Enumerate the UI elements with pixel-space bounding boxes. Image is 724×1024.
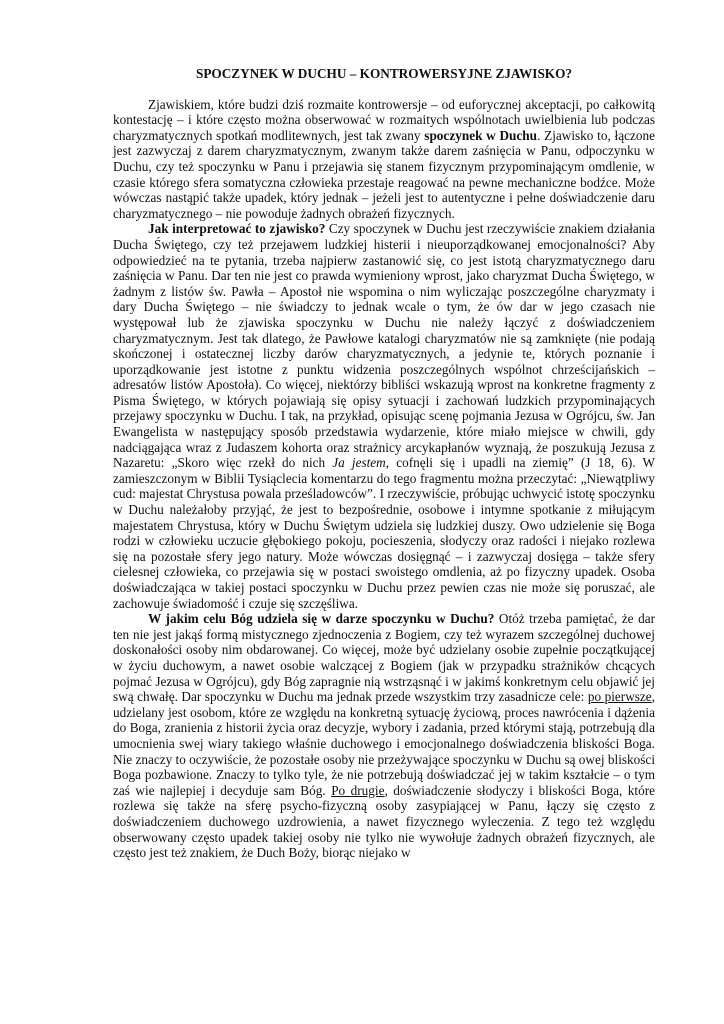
underlined-point: po pierwsze: [587, 689, 652, 705]
text-run: Czy spoczynek w Duchu jest rzeczywiście znakiem działania Ducha Świętego, czy też przejawem ludzkiej histerii i nieuporządkowanej emocjonalności? Aby odpowiedzieć na te pytania, trzeba najpierw zastanowić się, co jest istotą charyzmatycznego daru zaśnięcia w Panu. Dar ten nie jest co prawda wymieniony wprost, jako charyzmat Ducha Świętego, w żadnym z listów św. Pawła – Apostoł nie wspomina o nim wyliczając poszczególne charyzmaty i dary Ducha Świętego – nie świadczy to jednak wcale o tym, że ów dar w jego czasach nie występował lub że zjawiska spoczynku w Duchu nie należy łączyć z doświadczeniem charyzmatycznym. Jest tak dlatego, że Pawłowe katalogi charyzmatów nie są zamknięte (nie podają skończonej i ostatecznej liczby darów charyzmatycznych, a jedynie te, których poznanie i uporządkowanie jest istotne z punktu widzenia poszczególnych wspólnot chrześcijańskich – adresatów listów Apostoła). Co więcej, niektórzy bibliści wskazują wprost na konkretne fragmenty z Pisma Świętego, w których pojawiają się opisy sytuacji i zachowań ludzkich przypominających przejawy spoczynku w Duchu. I tak, na przykład, opisując scenę pojmania Jezusa w Ogrójcu, św. Jan Ewangelista w następujący sposób przedstawia wydarzenie, które miało miejsce w chwili, gdy nadciągająca wraz z Judaszem kohorta oraz strażnicy arcykapłanów wyznają, że poszukują Jezusa z Nazaretu: „Skoro więc rzekł do nich: [113, 221, 655, 471]
document-title: SPOCZYNEK W DUCHU – KONTROWERSYJNE ZJAWISKO?: [195, 66, 573, 81]
paragraph-interpretation: [113, 221, 655, 611]
section-lead-heading: Jak interpretować to zjawisko?: [148, 221, 326, 237]
italic-quote: Ja jestem: [332, 455, 386, 471]
text-run: . Zjawisko to, łączone jest zazwyczaj z darem charyzmatycznym, zwanym także darem zaśnięcia w Panu, odpoczynku w Duchu, czy też spoczynku w Panu i przejawia się stanem fizycznym przypominającym omdlenie, w czasie którego sfera somatyczna człowieka przestaje reagować na pewne mechaniczne bodźce. Może wówczas nastąpić także upadek, który jednak – jeżeli jest to autentyczne i pełne doświadczenie daru charyzmatycznego – nie powoduje żadnych obrażeń fizycznych.: [113, 127, 655, 221]
text-run: , udzielany jest osobom, które ze względu na konkretną sytuację życiową, proces nawrócenia i dążenia do Boga, zranienia z historii życia oraz decyzje, wybory i zadania, przed którymi stają, potrzebują dla umocnienia swej wiary takiego właśnie duchowego i emocjonalnego doświadczenia bliskości Boga. Nie znaczy to oczywiście, że pozostałe osoby nie przeżywające spoczynku w Duchu są owej bliskości Boga pozbawione. Znaczy to tylko tyle, że nie potrzebują doświadczać jej w takim kształcie – o tym zaś wie najlepiej i decyduje sam Bóg.: [113, 689, 655, 798]
underlined-point: Po drugie: [331, 782, 385, 798]
section-lead-heading: W jakim celu Bóg udziela się w darze spoczynku w Duchu?: [148, 611, 495, 627]
text-run: , cofnęli się i upadli na ziemię” (J 18, 6). W zamieszczonym w Biblii Tysiąclecia komentarzu do tego fragmentu można przeczytać: „Niewątpliwy cud: majestat Chrystusa powala prześladowców”. I rzeczywiście, próbując uchwycić istotę spoczynku w Duchu należałoby przyjąć, że jest to bezpośrednie, osobowe i intymne spotkanie z miłującym majestatem Chrystusa, który w Duchu Świętym udziela się ludzkiej duszy. Owo udzielenie się Boga rodzi w człowieku uczucie głębokiego pokoju, pocieszenia, słodyczy oraz radości i niejako rozlewa się na pozostałe sfery jego natury. Może wówczas dosięgnąć – i zazwyczaj dosięga – także sfery cielesnej człowieka, co przejawia się w postaci swoistego omdlenia, aż po fizyczny upadek. Osoba doświadczająca w takiej postaci spoczynku w Duchu przez pewien czas nie może się poruszać, ale zachowuje świadomość i czuje się szczęśliwa.: [113, 455, 655, 611]
text-run: Zjawiskiem, które budzi dziś rozmaite kontrowersje – od euforycznej akceptacji, po całkowitą kontestację – i które często można obserwować w rozmaitych wspólnotach uwielbienia lub podczas charyzmatycznych spotkań modlitewnych, jest tak zwany: [113, 96, 655, 143]
paragraph-purpose: [113, 611, 655, 861]
paragraph-intro: [113, 97, 655, 222]
text-run: Otóż trzeba pamiętać, że dar ten nie jest jakąś formą mistycznego zjednoczenia z Bogiem, czy też wyrazem szczególnej duchowej doskonałości osoby nim obdarowanej. Co więcej, może być udzielany osobie zupełnie początkującej w życiu duchowym, a nawet osobie walczącej z Bogiem (jak w przypadku strażników chcących pojmać Jezusa w Ogrójcu), gdy Bóg zapragnie nią wstrząsnąć i w jakimś konkretnym celu objawić jej swą chwałę. Dar spoczynku w Duchu ma jednak przede wszystkim trzy zasadnicze cele:: [113, 611, 655, 705]
bold-term: spoczynek w Duchu: [424, 127, 538, 143]
document-page: [113, 66, 655, 861]
text-run: , doświadczenie słodyczy i bliskości Boga, które rozlewa się także na sferę psycho-fizyczną osoby zasypiającej w Panu, łączy się często z doświadczeniem duchowego uzdrowienia, a nawet fizycznego wyleczenia. Z tego też względu obserwowany często upadek takiej osoby nie tylko nie wywołuje żadnych obrażeń fizycznych, ale często jest też znakiem, że Duch Boży, biorąc niejako w: [113, 782, 655, 861]
